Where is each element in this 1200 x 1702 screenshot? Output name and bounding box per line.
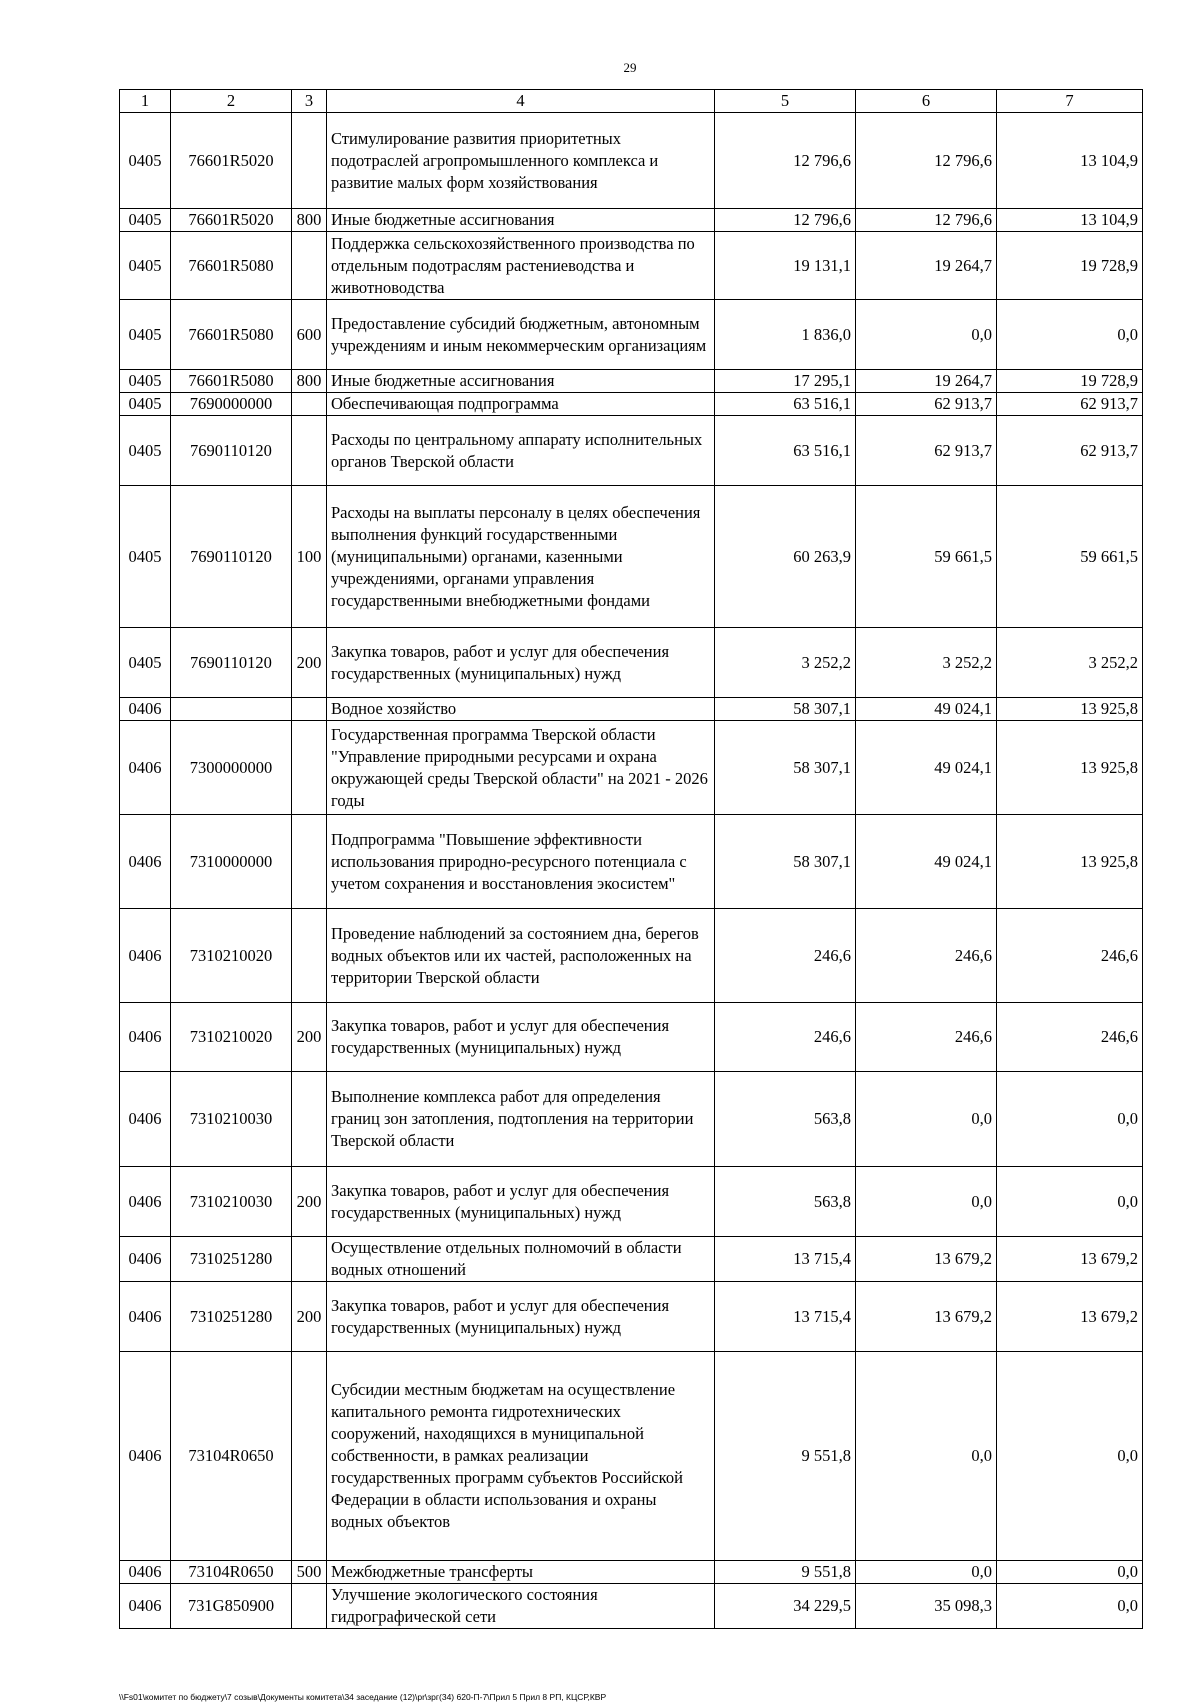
amount-col5: 34 229,5	[715, 1584, 856, 1629]
item-name: Закупка товаров, работ и услуг для обеспечения государственных (муниципальных) нужд	[327, 1282, 715, 1352]
budget-table	[119, 89, 1143, 1629]
section-code: 0405	[120, 113, 171, 209]
section-code: 0405	[120, 300, 171, 370]
amount-col7: 0,0	[997, 300, 1143, 370]
table-row	[120, 113, 1143, 209]
amount-col6: 49 024,1	[856, 721, 997, 815]
target-article-code: 76601R5020	[171, 209, 292, 232]
target-article-code: 7310251280	[171, 1237, 292, 1282]
column-header: 5	[715, 90, 856, 113]
amount-col7: 246,6	[997, 909, 1143, 1003]
target-article-code: 731G850900	[171, 1584, 292, 1629]
table-row	[120, 909, 1143, 1003]
table-row	[120, 232, 1143, 300]
item-name: Предоставление субсидий бюджетным, автономным учреждениям и иным некоммерческим организациям	[327, 300, 715, 370]
amount-col7: 19 728,9	[997, 370, 1143, 393]
amount-col7: 62 913,7	[997, 393, 1143, 416]
amount-col5: 563,8	[715, 1167, 856, 1237]
item-name: Субсидии местным бюджетам на осуществление капитального ремонта гидротехнических сооружений, находящихся в муниципальной собственности, в рамках реализации государственных программ субъектов Российской Федерации в области использования и охраны водных объектов	[327, 1352, 715, 1561]
section-code: 0405	[120, 486, 171, 628]
expense-type-code	[292, 1237, 327, 1282]
section-code: 0406	[120, 1237, 171, 1282]
section-code: 0406	[120, 698, 171, 721]
amount-col5: 63 516,1	[715, 416, 856, 486]
section-code: 0406	[120, 1282, 171, 1352]
column-header: 7	[997, 90, 1143, 113]
page-number: 29	[623, 60, 637, 75]
item-name: Закупка товаров, работ и услуг для обеспечения государственных (муниципальных) нужд	[327, 628, 715, 698]
amount-col6: 246,6	[856, 909, 997, 1003]
expense-type-code: 100	[292, 486, 327, 628]
table-row	[120, 1237, 1143, 1282]
amount-col6: 3 252,2	[856, 628, 997, 698]
section-code: 0406	[120, 1167, 171, 1237]
expense-type-code	[292, 1584, 327, 1629]
section-code: 0406	[120, 721, 171, 815]
amount-col7: 13 925,8	[997, 698, 1143, 721]
amount-col6: 0,0	[856, 1167, 997, 1237]
table-row	[120, 1167, 1143, 1237]
amount-col6: 49 024,1	[856, 698, 997, 721]
item-name: Закупка товаров, работ и услуг для обеспечения государственных (муниципальных) нужд	[327, 1167, 715, 1237]
target-article-code: 7690110120	[171, 416, 292, 486]
target-article-code: 73104R0650	[171, 1561, 292, 1584]
amount-col5: 58 307,1	[715, 815, 856, 909]
table-row	[120, 815, 1143, 909]
amount-col6: 19 264,7	[856, 370, 997, 393]
column-header: 2	[171, 90, 292, 113]
section-code: 0406	[120, 1352, 171, 1561]
item-name: Поддержка сельскохозяйственного производства по отдельным подотраслям растениеводства и животноводства	[327, 232, 715, 300]
amount-col5: 13 715,4	[715, 1237, 856, 1282]
amount-col5: 563,8	[715, 1072, 856, 1167]
amount-col6: 246,6	[856, 1003, 997, 1072]
item-name: Расходы на выплаты персоналу в целях обеспечения выполнения функций государственными (муниципальными) органами, казенными учреждениями, органами управления государственными внебюджетными фондами	[327, 486, 715, 628]
target-article-code: 7310210020	[171, 1003, 292, 1072]
expense-type-code: 200	[292, 1282, 327, 1352]
table-row	[120, 1282, 1143, 1352]
target-article-code: 7310210030	[171, 1072, 292, 1167]
target-article-code: 76601R5080	[171, 232, 292, 300]
expense-type-code	[292, 1352, 327, 1561]
amount-col5: 13 715,4	[715, 1282, 856, 1352]
item-name: Иные бюджетные ассигнования	[327, 209, 715, 232]
amount-col5: 63 516,1	[715, 393, 856, 416]
amount-col7: 13 925,8	[997, 815, 1143, 909]
amount-col5: 60 263,9	[715, 486, 856, 628]
section-code: 0406	[120, 1072, 171, 1167]
target-article-code: 7310210030	[171, 1167, 292, 1237]
amount-col6: 12 796,6	[856, 209, 997, 232]
table-row	[120, 209, 1143, 232]
amount-col5: 17 295,1	[715, 370, 856, 393]
section-code: 0405	[120, 370, 171, 393]
amount-col7: 0,0	[997, 1072, 1143, 1167]
amount-col7: 246,6	[997, 1003, 1143, 1072]
expense-type-code	[292, 1072, 327, 1167]
section-code: 0406	[120, 1003, 171, 1072]
table-row	[120, 486, 1143, 628]
target-article-code: 73104R0650	[171, 1352, 292, 1561]
amount-col6: 62 913,7	[856, 393, 997, 416]
section-code: 0405	[120, 209, 171, 232]
item-name: Закупка товаров, работ и услуг для обеспечения государственных (муниципальных) нужд	[327, 1003, 715, 1072]
item-name: Водное хозяйство	[327, 698, 715, 721]
target-article-code: 7300000000	[171, 721, 292, 815]
section-code: 0406	[120, 909, 171, 1003]
item-name: Межбюджетные трансферты	[327, 1561, 715, 1584]
item-name: Осуществление отдельных полномочий в области водных отношений	[327, 1237, 715, 1282]
table-row	[120, 1561, 1143, 1584]
amount-col5: 58 307,1	[715, 698, 856, 721]
section-code: 0405	[120, 232, 171, 300]
section-code: 0406	[120, 1584, 171, 1629]
target-article-code: 7310210020	[171, 909, 292, 1003]
item-name: Стимулирование развития приоритетных подотраслей агропромышленного комплекса и развитие малых форм хозяйствования	[327, 113, 715, 209]
table-row	[120, 1003, 1143, 1072]
amount-col6: 0,0	[856, 300, 997, 370]
amount-col5: 246,6	[715, 909, 856, 1003]
expense-type-code	[292, 698, 327, 721]
target-article-code	[171, 698, 292, 721]
table-row	[120, 393, 1143, 416]
amount-col7: 0,0	[997, 1352, 1143, 1561]
target-article-code: 7690110120	[171, 486, 292, 628]
expense-type-code	[292, 416, 327, 486]
amount-col7: 3 252,2	[997, 628, 1143, 698]
table-row	[120, 721, 1143, 815]
amount-col7: 0,0	[997, 1167, 1143, 1237]
table-row	[120, 1352, 1143, 1561]
amount-col5: 12 796,6	[715, 209, 856, 232]
expense-type-code: 200	[292, 628, 327, 698]
amount-col6: 19 264,7	[856, 232, 997, 300]
section-code: 0405	[120, 628, 171, 698]
amount-col7: 19 728,9	[997, 232, 1143, 300]
amount-col6: 12 796,6	[856, 113, 997, 209]
section-code: 0406	[120, 1561, 171, 1584]
expense-type-code	[292, 232, 327, 300]
expense-type-code	[292, 393, 327, 416]
expense-type-code	[292, 815, 327, 909]
amount-col5: 19 131,1	[715, 232, 856, 300]
amount-col6: 0,0	[856, 1072, 997, 1167]
amount-col5: 12 796,6	[715, 113, 856, 209]
amount-col5: 9 551,8	[715, 1561, 856, 1584]
amount-col7: 0,0	[997, 1584, 1143, 1629]
table-row	[120, 416, 1143, 486]
expense-type-code: 200	[292, 1167, 327, 1237]
expense-type-code	[292, 909, 327, 1003]
amount-col7: 13 104,9	[997, 113, 1143, 209]
amount-col7: 13 925,8	[997, 721, 1143, 815]
column-header: 6	[856, 90, 997, 113]
amount-col7: 0,0	[997, 1561, 1143, 1584]
table-row	[120, 698, 1143, 721]
amount-col5: 1 836,0	[715, 300, 856, 370]
target-article-code: 76601R5080	[171, 300, 292, 370]
target-article-code: 76601R5080	[171, 370, 292, 393]
item-name: Иные бюджетные ассигнования	[327, 370, 715, 393]
amount-col6: 62 913,7	[856, 416, 997, 486]
column-header: 4	[327, 90, 715, 113]
section-code: 0405	[120, 416, 171, 486]
amount-col7: 59 661,5	[997, 486, 1143, 628]
expense-type-code: 800	[292, 370, 327, 393]
table-row	[120, 370, 1143, 393]
section-code: 0405	[120, 393, 171, 416]
item-name: Подпрограмма "Повышение эффективности использования природно-ресурсного потенциала с учетом сохранения и восстановления экосистем"	[327, 815, 715, 909]
amount-col7: 13 104,9	[997, 209, 1143, 232]
column-header: 3	[292, 90, 327, 113]
amount-col6: 0,0	[856, 1561, 997, 1584]
amount-col7: 62 913,7	[997, 416, 1143, 486]
expense-type-code: 800	[292, 209, 327, 232]
table-row	[120, 628, 1143, 698]
target-article-code: 7690110120	[171, 628, 292, 698]
target-article-code: 76601R5020	[171, 113, 292, 209]
amount-col5: 3 252,2	[715, 628, 856, 698]
expense-type-code	[292, 113, 327, 209]
footer-file-path: \\Fs01\комитет по бюджету\7 созыв\Документы комитета\34 заседание (12)\pr\зрг(34) 620-П-7\Прил 5 Прил 8 РП, КЦСР,КВР	[119, 1692, 607, 1702]
amount-col6: 13 679,2	[856, 1282, 997, 1352]
item-name: Обеспечивающая подпрограмма	[327, 393, 715, 416]
item-name: Выполнение комплекса работ для определения границ зон затопления, подтопления на территории Тверской области	[327, 1072, 715, 1167]
expense-type-code: 500	[292, 1561, 327, 1584]
item-name: Расходы по центральному аппарату исполнительных органов Тверской области	[327, 416, 715, 486]
target-article-code: 7310000000	[171, 815, 292, 909]
item-name: Улучшение экологического состояния гидрографической сети	[327, 1584, 715, 1629]
expense-type-code: 200	[292, 1003, 327, 1072]
table-row	[120, 1072, 1143, 1167]
table-row	[120, 1584, 1143, 1629]
expense-type-code: 600	[292, 300, 327, 370]
amount-col6: 35 098,3	[856, 1584, 997, 1629]
amount-col6: 13 679,2	[856, 1237, 997, 1282]
item-name: Проведение наблюдений за состоянием дна, берегов водных объектов или их частей, расположенных на территории Тверской области	[327, 909, 715, 1003]
amount-col6: 0,0	[856, 1352, 997, 1561]
item-name: Государственная программа Тверской области "Управление природными ресурсами и охрана окружающей среды Тверской области" на 2021 - 2026 годы	[327, 721, 715, 815]
amount-col7: 13 679,2	[997, 1282, 1143, 1352]
amount-col5: 58 307,1	[715, 721, 856, 815]
amount-col6: 59 661,5	[856, 486, 997, 628]
amount-col7: 13 679,2	[997, 1237, 1143, 1282]
table-row	[120, 300, 1143, 370]
target-article-code: 7310251280	[171, 1282, 292, 1352]
amount-col5: 246,6	[715, 1003, 856, 1072]
amount-col5: 9 551,8	[715, 1352, 856, 1561]
header-row	[120, 90, 1143, 113]
amount-col6: 49 024,1	[856, 815, 997, 909]
column-header: 1	[120, 90, 171, 113]
target-article-code: 7690000000	[171, 393, 292, 416]
expense-type-code	[292, 721, 327, 815]
section-code: 0406	[120, 815, 171, 909]
